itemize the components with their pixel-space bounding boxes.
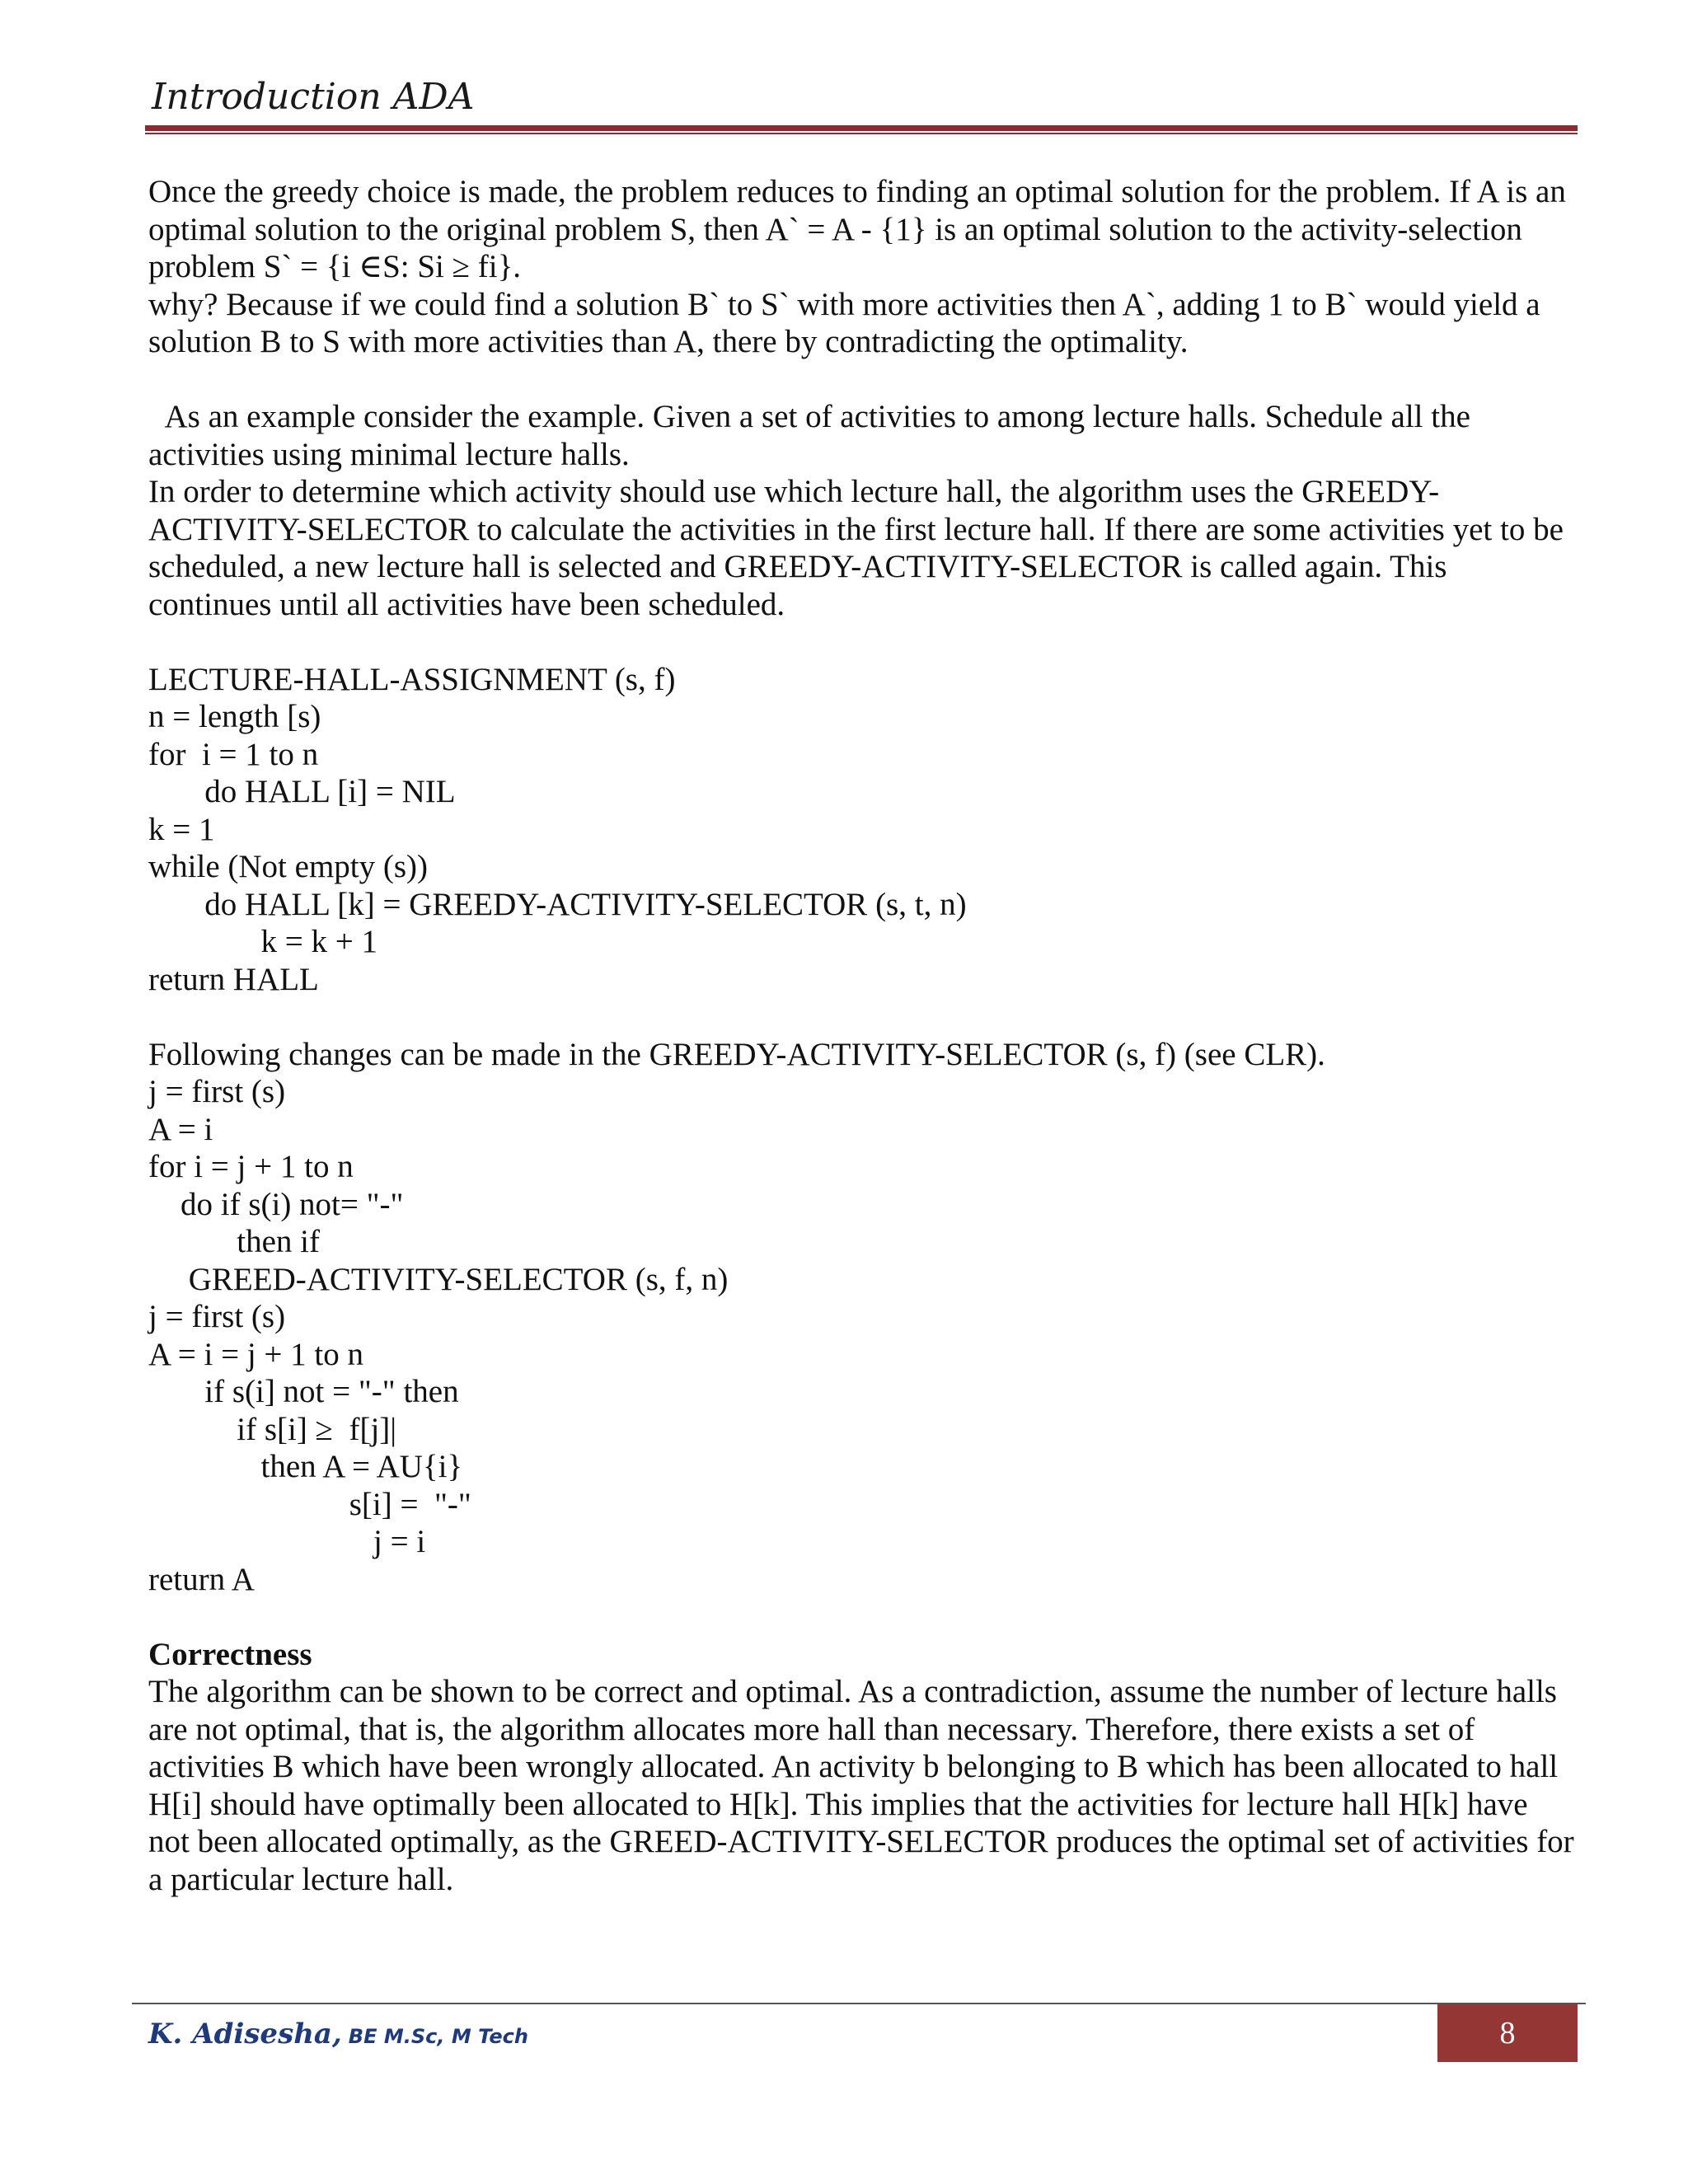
code-line: k = 1	[148, 811, 215, 847]
correctness-heading: Correctness	[148, 1636, 312, 1672]
paragraph-greedy-choice: Once the greedy choice is made, the problem reduces to finding an optimal solution for the problem. If A is an optimal solution to the original problem S, then A` = A - {1} is an optimal solution to the activity-selection problem S` = {i ∈S: Si ≥ fi}.	[148, 174, 1566, 284]
paragraph-algorithm-description: In order to determine which activity should use which lecture hall, the algorithm uses the GREEDY-ACTIVITY-SELECTOR to calculate the activities in the first lecture hall. If there are some activities yet to be scheduled, a new lecture hall is selected and GREEDY-ACTIVITY-SELECTOR is called again. This continues until all activities have been scheduled.	[148, 474, 1564, 622]
author-credentials: BE M.Sc, M Tech	[348, 2025, 528, 2048]
code-line: GREED-ACTIVITY-SELECTOR (s, f, n)	[148, 1261, 729, 1297]
footer-rule	[132, 2003, 1586, 2004]
spacer	[148, 1598, 1574, 1636]
code-line: while (Not empty (s))	[148, 849, 429, 884]
code-line: do if s(i) not= "-"	[148, 1186, 404, 1222]
paragraph-example: As an example consider the example. Given a set of activities to among lecture halls. Schedule all the activities using minimal lecture halls.	[148, 399, 1479, 472]
spacer	[148, 998, 1574, 1036]
page-header-title: Introduction ADA	[152, 76, 475, 118]
code-line: for i = 1 to n	[148, 736, 319, 772]
code-line: s[i] = "-"	[148, 1486, 471, 1522]
code-line: j = first (s)	[148, 1074, 286, 1109]
page-number: 8	[1499, 2016, 1516, 2050]
code-line: return HALL	[148, 961, 319, 997]
code-line: A = i	[148, 1111, 213, 1147]
paragraph-correctness: The algorithm can be shown to be correct and optimal. As a contradiction, assume the number of lecture halls are not optimal, that is, the algorithm allocates more hall than necessary. Therefore, there exists a set of activities B which have been wrongly allocated. An activity b belonging to B which has been allocated to hall H[i] should have optimally been allocated to H[k]. This implies that the activities for lecture hall H[k] have not been allocated optimally, as the GREED-ACTIVITY-SELECTOR produces the optimal set of activities for a particular lecture hall.	[148, 1674, 1574, 1897]
header-rule	[145, 125, 1578, 131]
spacer	[148, 361, 1574, 399]
code-line: j = i	[148, 1524, 426, 1559]
author-name: K. Adisesha,	[148, 2018, 342, 2050]
footer-author	[148, 2015, 528, 2055]
code-line: return A	[148, 1561, 255, 1597]
code-line: if s(i] not = "-" then	[148, 1374, 459, 1409]
code-line: LECTURE-HALL-ASSIGNMENT (s, f)	[148, 661, 676, 697]
spacer	[148, 623, 1574, 661]
code-line: then A = AU{i}	[148, 1449, 463, 1484]
page-number-badge	[1437, 2004, 1578, 2062]
paragraph-changes-intro: Following changes can be made in the GREEDY-ACTIVITY-SELECTOR (s, f) (see CLR).	[148, 1036, 1325, 1072]
algorithm-greedy-activity-selector	[148, 1073, 1574, 1598]
code-line: do HALL [i] = NIL	[148, 774, 456, 809]
header-rule-secondary	[145, 133, 1578, 134]
document-body	[148, 173, 1574, 1898]
paragraph-why: why? Because if we could find a solution B` to S` with more activities then A`, adding 1 to B` would yield a solution B to S with more activities than A, there by contradicting the optimality.	[148, 286, 1540, 359]
code-line: A = i = j + 1 to n	[148, 1336, 364, 1372]
code-line: for i = j + 1 to n	[148, 1149, 354, 1184]
code-line: if s[i] ≥ f[j]|	[148, 1411, 397, 1447]
code-line: k = k + 1	[148, 924, 377, 959]
code-line: do HALL [k] = GREEDY-ACTIVITY-SELECTOR (s, t, n)	[148, 886, 967, 922]
algorithm-lecture-hall-assignment	[148, 661, 1574, 999]
code-line: n = length [s)	[148, 699, 321, 734]
code-line: j = first (s)	[148, 1299, 286, 1334]
code-line: then if	[148, 1224, 320, 1259]
